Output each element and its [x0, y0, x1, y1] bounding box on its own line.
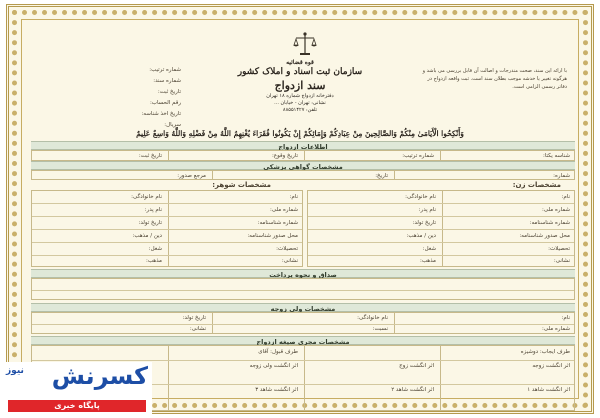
- guardian-grid: [31, 312, 575, 334]
- wife-grid: [307, 190, 575, 267]
- office-line-2: نشانی: تهران - خیابان ...: [274, 100, 326, 106]
- logo-brand: کسرنش: [51, 362, 148, 390]
- wife-field: شماره ملی:: [542, 207, 570, 213]
- field-label: شناسه یکتا:: [542, 153, 570, 159]
- officiant-field: اثر انگشت زوج: [399, 363, 434, 369]
- officiant-field: اثر انگشت شاهد ۲: [391, 387, 434, 393]
- field-label: تاریخ:: [375, 173, 388, 179]
- header-notice: با ارائه این سند، صحت مندرجات و اصالت آن قابل بررسی می باشد و هرگونه تغییر یا خدشه موجب بطلان سند است. ثبت واقعه ازدواج در دفاتر رسمی الزامی است.: [422, 68, 567, 90]
- marriage-fields-row: [31, 150, 575, 161]
- officiant-field: اثر انگشت ولی زوجه: [249, 363, 298, 369]
- header-field: شماره سند:: [153, 78, 181, 84]
- logo-suffix: نیوز: [6, 366, 24, 376]
- wife-field: مذهب:: [420, 258, 436, 264]
- section-marriage-info: اطلاعات ازدواج: [31, 141, 575, 150]
- wife-field: شماره شناسنامه:: [529, 220, 570, 226]
- officiant-field: اثر انگشت زوجه: [532, 363, 570, 369]
- field-label: تاریخ ثبت:: [138, 153, 162, 159]
- dowry-box: [31, 278, 575, 300]
- husband-field: شغل:: [148, 246, 162, 252]
- header-field: رقم الحساب:: [149, 100, 181, 106]
- wife-field: شغل:: [422, 246, 436, 252]
- officiant-field: طرف قبول: آقای: [258, 349, 298, 355]
- header-field: تاریخ ثبت:: [157, 89, 181, 95]
- officiant-field: اثر انگشت شاهد ۳: [255, 387, 298, 393]
- officiant-field: اثر انگشت شاهد ۱: [527, 387, 570, 393]
- guardian-field: تاریخ تولد:: [182, 315, 206, 321]
- guardian-field: نشانی:: [189, 326, 206, 332]
- field-label: شماره ترتیب:: [402, 153, 434, 159]
- husband-field: نام پدر:: [144, 207, 162, 213]
- husband-field: نشانی:: [281, 258, 298, 264]
- wife-field: نام پدر:: [418, 207, 436, 213]
- guardian-field: شماره ملی:: [542, 326, 570, 332]
- husband-field: مذهب:: [146, 258, 162, 264]
- officiant-field: طرف ایجاب: دوشیزه: [520, 349, 570, 355]
- wife-field: تحصیلات:: [548, 246, 570, 252]
- section-dowry: صداق و نحوه پرداخت: [31, 269, 575, 278]
- news-logo: [2, 362, 152, 414]
- guardian-field: نسبت:: [372, 326, 388, 332]
- section-guardian: مشخصات ولی زوجه: [31, 303, 575, 312]
- field-label: مرجع صدور:: [177, 173, 206, 179]
- husband-field: تحصیلات:: [276, 246, 298, 252]
- document-title: سند ازدواج: [274, 79, 326, 92]
- wife-field: نشانی:: [553, 258, 570, 264]
- section-husband: مشخصات شوهر:: [212, 181, 271, 189]
- org-top: قوه قضائیه: [286, 59, 314, 66]
- wife-field: نام:: [561, 194, 570, 200]
- husband-field: شماره ملی:: [270, 207, 298, 213]
- doctor-fields-row: [31, 170, 575, 180]
- guardian-field: نام:: [561, 315, 570, 321]
- section-officiant: مشخصات مجری صیغه ازدواج: [31, 336, 575, 345]
- husband-field: نام خانوادگی:: [131, 194, 162, 200]
- marriage-certificate: [6, 4, 594, 414]
- header-field: شماره ترتیب:: [149, 67, 181, 73]
- quran-verse: وَأَنْكِحُوا الْأَيَامَىٰ مِنْكُمْ وَالصَّالِحِينَ مِنْ عِبَادِكُمْ وَإِمَائِكُمْ إِنْ يَكُونُوا فُقَرَاءَ يُغْنِهِمُ اللَّهُ مِنْ فَضْلِهِ وَاللَّهُ وَاسِعٌ عَلِيمٌ: [136, 129, 464, 138]
- header-field: سریال:: [164, 122, 181, 128]
- office-line-1: دفترخانه ازدواج شماره ۱۸ تهران: [266, 93, 334, 99]
- logo-tagline: پایگاه خبری: [8, 400, 146, 412]
- field-label: تاریخ وقوع:: [272, 153, 298, 159]
- husband-field: نام:: [289, 194, 298, 200]
- office-line-3: تلفن: ۸۸۵۵۱۴۲۷: [282, 107, 318, 113]
- husband-field: دین / مذهب:: [132, 233, 162, 239]
- guardian-field: نام خانوادگی:: [357, 315, 388, 321]
- header-field: تاریخ اخذ شناسه:: [141, 111, 181, 117]
- scales-of-justice-icon: [291, 31, 319, 57]
- husband-field: تاریخ تولد:: [138, 220, 162, 226]
- wife-field: تاریخ تولد:: [412, 220, 436, 226]
- husband-field: محل صدور شناسنامه:: [247, 233, 298, 239]
- wife-field: محل صدور شناسنامه:: [519, 233, 570, 239]
- section-wife: مشخصات زن:: [512, 181, 561, 189]
- husband-grid: [31, 190, 303, 267]
- wife-field: دین / مذهب:: [406, 233, 436, 239]
- section-doctor-cert: مشخصات گواهی پزشکی: [31, 161, 575, 170]
- org-name: سازمان ثبت اسناد و املاک کشور: [237, 67, 363, 77]
- wife-field: نام خانوادگی:: [405, 194, 436, 200]
- field-label: شماره:: [553, 173, 570, 179]
- husband-field: شماره شناسنامه:: [257, 220, 298, 226]
